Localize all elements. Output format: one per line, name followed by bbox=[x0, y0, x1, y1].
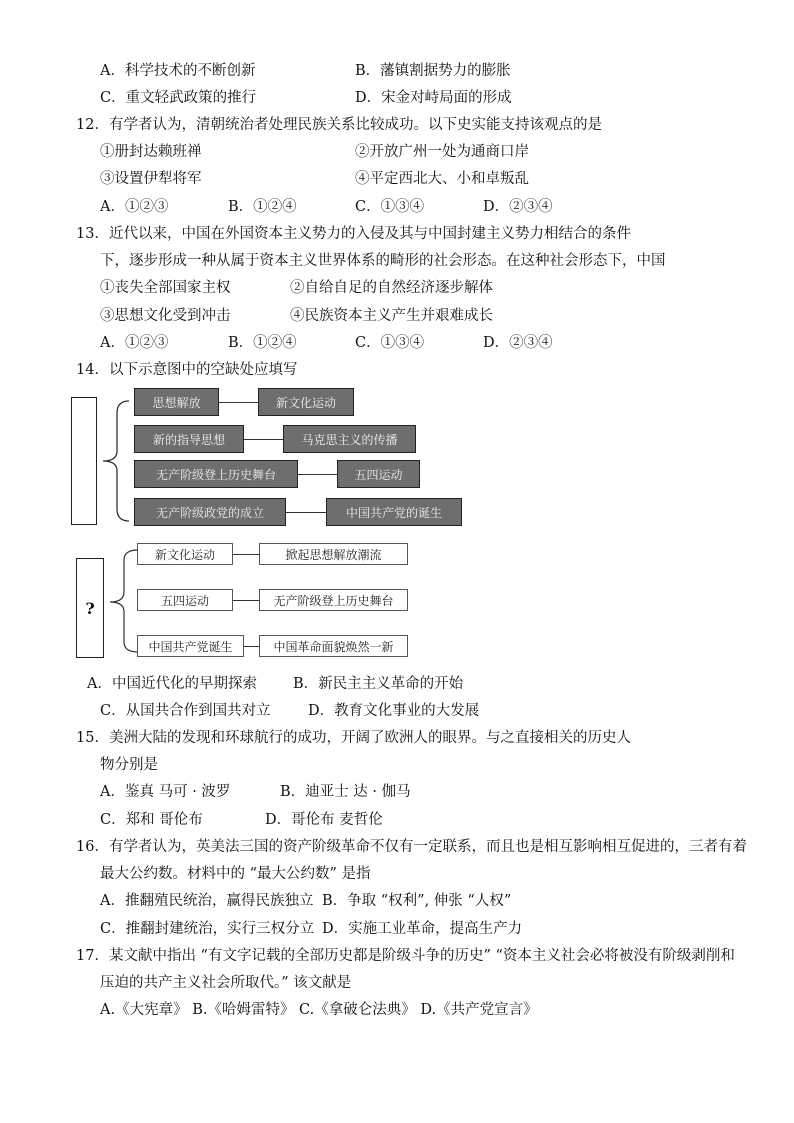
q12-item-2: ②开放广州一处为通商口岸 bbox=[355, 144, 529, 160]
diagram-1-right-2: 马克思主义的传播 bbox=[283, 425, 416, 453]
q15-stem-line-1: 15．美洲大陆的发现和环球航行的成功，开阔了欧洲人的眼界。与之直接相关的历史人 bbox=[76, 730, 631, 746]
q14-stem: 14．以下示意图中的空缺处应填写 bbox=[76, 362, 298, 378]
diagram-1-right-1: 新文化运动 bbox=[258, 388, 354, 416]
diagram-1-right-4: 中国共产党的诞生 bbox=[326, 498, 462, 526]
q13-item-4: ④民族资本主义产生并艰难成长 bbox=[290, 308, 493, 324]
q12-option-c: C．①③④ bbox=[355, 199, 425, 215]
q13-item-2: ②自给自足的自然经济逐步解体 bbox=[290, 280, 493, 296]
q15-option-d: D．哥伦布 麦哲伦 bbox=[265, 812, 383, 828]
q15-option-a: A．鉴真 马可 · 波罗 bbox=[100, 784, 231, 800]
q12-item-3: ③设置伊犁将军 bbox=[100, 171, 202, 187]
q11-option-c: C．重文轻武政策的推行 bbox=[100, 90, 257, 106]
q14-option-c: C．从国共合作到国共对立 bbox=[100, 703, 271, 719]
diagram-2-right-3: 中国革命面貌焕然一新 bbox=[259, 635, 408, 657]
q17-stem-line-2: 压迫的共产主义社会所取代。” 该文献是 bbox=[100, 975, 352, 991]
q16-option-c: C．推翻封建统治，实行三权分立 bbox=[100, 921, 315, 937]
diagram-2-connector-1 bbox=[233, 554, 259, 555]
q12-option-d: D．②③④ bbox=[483, 199, 553, 215]
diagram-1-blank-box bbox=[71, 397, 97, 525]
diagram-2-left-2: 五四运动 bbox=[137, 589, 233, 611]
diagram-1-brace bbox=[97, 397, 137, 527]
q13-option-a: A．①②③ bbox=[100, 335, 169, 351]
diagram-1-left-1: 思想解放 bbox=[134, 388, 219, 416]
q13-stem-line-1: 13．近代以来，中国在外国资本主义势力的入侵及其与中国封建主义势力相结合的条件 bbox=[76, 226, 631, 242]
q12-option-a: A．①②③ bbox=[100, 199, 169, 215]
diagram-2-question-box: ? bbox=[76, 558, 104, 658]
q14-option-d: D．教育文化事业的大发展 bbox=[308, 703, 480, 719]
q11-option-b: B．藩镇割据势力的膨胀 bbox=[355, 63, 511, 79]
diagram-2-right-1: 掀起思想解放潮流 bbox=[259, 543, 408, 565]
q15-option-b: B．迪亚士 达 · 伽马 bbox=[280, 784, 411, 800]
q13-option-b: B．①②④ bbox=[228, 335, 297, 351]
q11-option-a: A．科学技术的不断创新 bbox=[100, 63, 256, 79]
q13-item-3: ③思想文化受到冲击 bbox=[100, 308, 231, 324]
q17-stem-line-1: 17．某文献中指出 “有文字记载的全部历史都是阶级斗争的历史” “资本主义社会必将被没有阶级剥削和 bbox=[76, 948, 735, 964]
diagram-2-left-1: 新文化运动 bbox=[137, 543, 233, 565]
q13-option-c: C．①③④ bbox=[355, 335, 425, 351]
q15-stem-line-2: 物分别是 bbox=[100, 757, 158, 773]
diagram-1-right-3: 五四运动 bbox=[337, 460, 420, 488]
q13-option-d: D．②③④ bbox=[483, 335, 553, 351]
diagram-1-left-2: 新的指导思想 bbox=[134, 425, 244, 453]
q12-option-b: B．①②④ bbox=[228, 199, 297, 215]
q16-option-d: D．实施工业革命，提高生产力 bbox=[322, 921, 523, 937]
diagram-1-connector-2 bbox=[244, 439, 283, 440]
q16-stem-line-2: 最大公约数。材料中的 “最大公约数” 是指 bbox=[100, 866, 371, 882]
q14-option-b: B．新民主主义革命的开始 bbox=[293, 676, 464, 692]
q11-option-d: D．宋金对峙局面的形成 bbox=[355, 90, 512, 106]
diagram-1-left-3: 无产阶级登上历史舞台 bbox=[134, 460, 298, 488]
diagram-1-connector-4 bbox=[286, 512, 326, 513]
q13-stem-line-2: 下，逐步形成一种从属于资本主义世界体系的畸形的社会形态。在这种社会形态下，中国 bbox=[100, 253, 666, 269]
q13-item-1: ①丧失全部国家主权 bbox=[100, 280, 231, 296]
q14-option-a: A．中国近代化的早期探索 bbox=[87, 676, 257, 692]
diagram-2-connector-3 bbox=[244, 646, 259, 647]
q16-stem-line-1: 16．有学者认为，英美法三国的资产阶级革命不仅有一定联系，而且也是相互影响相互促进的，三者有着 bbox=[76, 839, 747, 855]
q16-option-a: A．推翻殖民统治，赢得民族独立 bbox=[100, 893, 314, 909]
diagram-2-connector-2 bbox=[233, 600, 259, 601]
diagram-1-left-4: 无产阶级政党的成立 bbox=[134, 498, 286, 526]
diagram-2-left-3: 中国共产党诞生 bbox=[137, 635, 244, 657]
q17-options: A.《大宪章》 B.《哈姆雷特》 C.《拿破仑法典》 D.《共产党宣言》 bbox=[100, 1002, 538, 1018]
q12-item-4: ④平定西北大、小和卓叛乱 bbox=[355, 171, 529, 187]
diagram-2-right-2: 无产阶级登上历史舞台 bbox=[259, 589, 408, 611]
q12-item-1: ①册封达赖班禅 bbox=[100, 144, 202, 160]
diagram-1-connector-3 bbox=[298, 474, 337, 475]
diagram-1-connector-1 bbox=[219, 402, 258, 403]
q12-stem: 12．有学者认为，清朝统治者处理民族关系比较成功。以下史实能支持该观点的是 bbox=[76, 117, 602, 133]
q15-option-c: C．郑和 哥伦布 bbox=[100, 812, 203, 828]
q16-option-b: B．争取 “权利”, 伸张 “人权” bbox=[322, 893, 512, 909]
